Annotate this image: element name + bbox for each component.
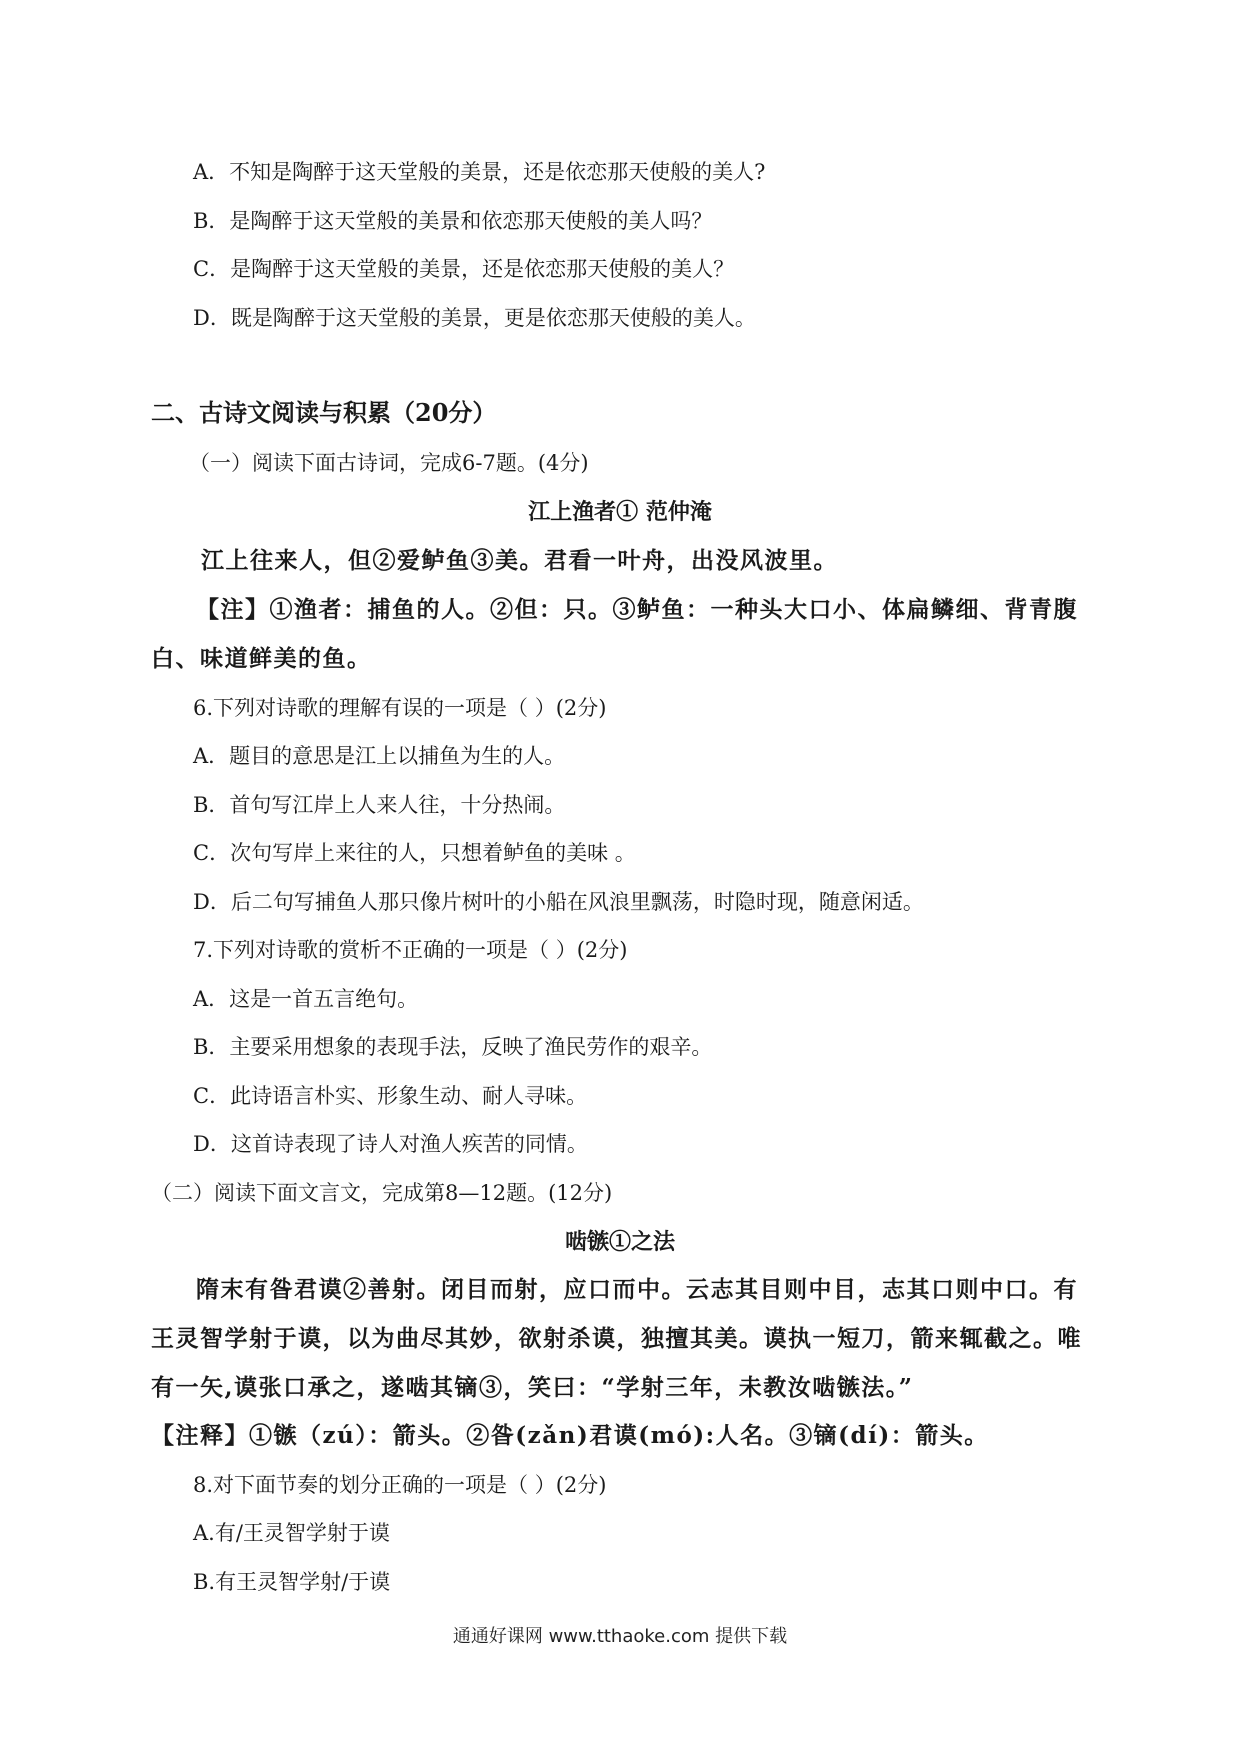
q5-option-d: D．既是陶醉于这天堂般的美景，更是依恋那天使般的美人。 [193,306,756,330]
passage-line2: 王灵智学射于谟，以为曲尽其妙，欲射杀谟，独擅其美。谟执一短刀，箭来辄截之。唯 [151,1325,1082,1352]
q5-option-a: A．不知是陶醉于这天堂般的美景，还是依恋那天使般的美人? [193,160,766,184]
q7-option-a: A．这是一首五言绝句。 [193,987,419,1011]
q6-option-b: B．首句写江岸上人来人往，十分热闹。 [193,793,566,817]
q8-option-b: B.有王灵智学射/于谟 [193,1570,391,1594]
q7-stem: 7.下列对诗歌的赏析不正确的一项是（ ）(2分) [193,938,628,962]
q5-option-b: B．是陶醉于这天堂般的美景和依恋那天使般的美人吗？ [193,209,713,233]
q6-option-d: D．后二句写捕鱼人那只像片树叶的小船在风浪里飘荡，时隐时现，随意闲适。 [193,890,924,914]
poem-note-line1: 【注】①渔者：捕鱼的人。②但：只。③鲈鱼：一种头大口小、体扁鳞细、背青腹 [196,596,1078,623]
footer-text: 通通好课网 www.tthaoke.com 提供下载 [452,1626,788,1647]
q6-option-a: A．题目的意思是江上以捕鱼为生的人。 [193,744,566,768]
passage-title: 啮镞①之法 [564,1229,675,1255]
passage-line1: 隋末有昝君谟②善射。闭目而射，应口而中。云志其目则中目，志其口则中口。有 [196,1276,1078,1303]
part1-intro: （一）阅读下面古诗词，完成6-7题。(4分) [189,451,589,475]
section-title: 二、古诗文阅读与积累（20分） [151,398,497,427]
q7-option-d: D．这首诗表现了诗人对渔人疾苦的同情。 [193,1132,588,1156]
passage-line3: 有一矢,谟张口承之，遂啮其镝③，笑曰：“学射三年，未教汝啮镞法。” [151,1374,914,1401]
q6-option-c: C．次句写岸上来往的人，只想着鲈鱼的美味 。 [193,841,636,865]
q5-option-c: C．是陶醉于这天堂般的美景，还是依恋那天使般的美人？ [193,257,735,281]
q8-stem: 8.对下面节奏的划分正确的一项是（ ）(2分) [193,1473,607,1497]
poem-title: 江上渔者① 范仲淹 [528,499,712,525]
q8-option-a: A.有/王灵智学射于谟 [193,1521,390,1545]
q6-stem: 6.下列对诗歌的理解有误的一项是（ ）(2分) [193,696,607,720]
passage-note: 【注释】①镞（zú）：箭头。②昝(zǎn)君谟(mó):人名。③镝(dí)：箭头。 [151,1422,989,1449]
part2-intro: （二）阅读下面文言文，完成第8—12题。(12分) [151,1181,613,1205]
q7-option-b: B．主要采用想象的表现手法，反映了渔民劳作的艰辛。 [193,1035,713,1059]
poem-body: 江上往来人，但②爱鲈鱼③美。君看一叶舟，出没风波里。 [201,547,838,574]
poem-note-line2: 白、味道鲜美的鱼。 [151,645,372,672]
q7-option-c: C．此诗语言朴实、形象生动、耐人寻味。 [193,1084,588,1108]
